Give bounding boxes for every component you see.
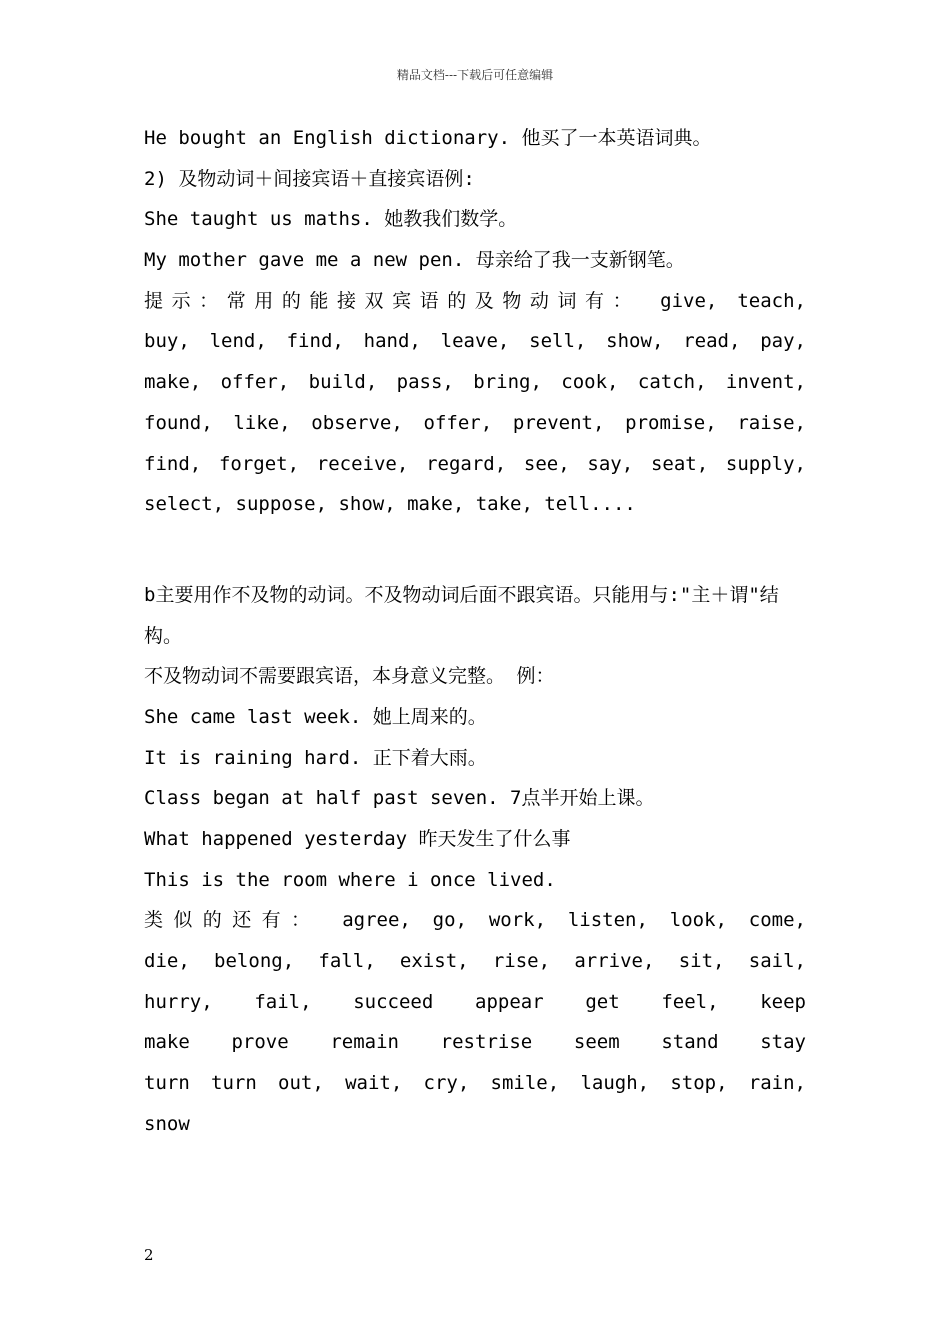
text-line: My mother gave me a new pen. 母亲给了我一支新钢笔。 [144,249,685,272]
text-line: make prove remain restrise seem stand stay [144,1031,806,1054]
text-line: snow [144,1112,190,1135]
text-line: select, suppose, show, make, take, tell.... [144,493,636,516]
text-line: It is raining hard. 正下着大雨。 [144,746,487,769]
text-line: die, belong, fall, exist, rise, arrive, sit, sail, [144,950,806,973]
text-line: What happened yesterday 昨天发生了什么事 [144,828,571,851]
text-line: find, forget, receive, regard, see, say, seat, supply, [144,452,806,475]
text-line: hurry, fail, succeed appear get feel, keep [144,990,806,1013]
document-body [144,118,806,1145]
text-line: 类似的还有： agree, go, work, listen, look, come, [144,909,806,932]
text-line: 提示：常用的能接双宾语的及物动词有： give, teach, [144,289,806,312]
text-line: This is the room where i once lived. [144,868,556,891]
text-line: He bought an English dictionary. 他买了一本英语词典。 [144,127,712,149]
paragraph-gap [144,525,806,575]
text-line: 2) 及物动词＋间接宾语＋直接宾语例: [144,167,475,190]
text-line: Class began at half past seven. 7点半开始上课。 [144,787,655,810]
page-header: 精品文档---下载后可任意编辑 [396,68,554,82]
page-number: 2 [144,1246,154,1264]
text-line: make, offer, build, pass, bring, cook, catch, invent, [144,371,806,394]
text-line: found, like, observe, offer, prevent, promise, raise, [144,411,806,434]
text-line: She came last week. 她上周来的。 [144,705,487,728]
text-paragraph: b主要用作不及物的动词。不及物动词后面不跟宾语。只能用与:"主＋谓"结构。 [144,583,779,647]
text-line: buy, lend, find, hand, leave, sell, show, read, pay, [144,330,806,353]
text-line: She taught us maths. 她教我们数学。 [144,208,518,231]
text-line: 不及物动词不需要跟宾语，本身意义完整。 例： [144,665,555,688]
text-line: turn turn out, wait, cry, smile, laugh, stop, rain, [144,1072,806,1095]
